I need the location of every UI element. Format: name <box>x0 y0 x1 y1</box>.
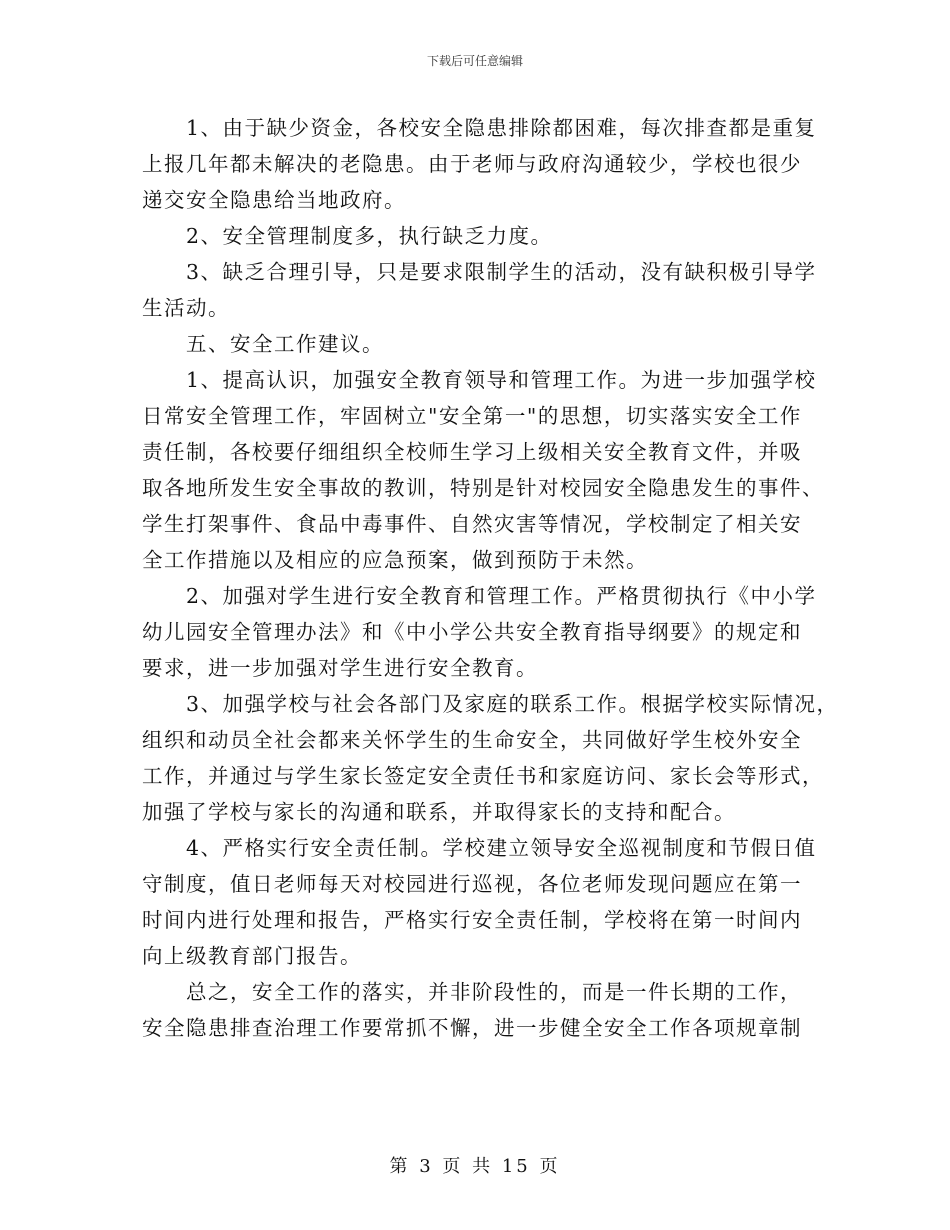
text-line: 全工作措施以及相应的应急预案，做到预防于未然。 <box>142 548 648 572</box>
text-line: 加强了学校与家长的沟通和联系，并取得家长的支持和配合。 <box>142 800 736 824</box>
page-number-footer: 第 3 页 共 15 页 <box>389 1156 561 1177</box>
text-line: 安全隐患排查治理工作要常抓不懈，进一步健全安全工作各项规章制 <box>142 1016 802 1040</box>
text-line: 上报几年都未解决的老隐患。由于老师与政府沟通较少，学校也很少 <box>142 152 802 176</box>
text-line: 3、缺乏合理引导，只是要求限制学生的活动，没有缺积极引导学 <box>142 260 817 284</box>
text-line: 1、由于缺少资金，各校安全隐患排除都困难，每次排查都是重复 <box>142 116 817 140</box>
text-line: 向上级教育部门报告。 <box>142 944 362 968</box>
text-line: 学生打架事件、食品中毒事件、自然灾害等情况，学校制定了相关安 <box>142 512 802 536</box>
section-heading: 五、安全工作建议。 <box>142 332 384 356</box>
document-body <box>142 110 839 1046</box>
text-line: 工作，并通过与学生家长签定安全责任书和家庭访问、家长会等形式， <box>142 764 824 788</box>
text-line: 1、提高认识，加强安全教育领导和管理工作。为进一步加强学校 <box>142 368 817 392</box>
text-line: 要求，进一步加强对学生进行安全教育。 <box>142 656 538 680</box>
text-line: 递交安全隐患给当地政府。 <box>142 188 406 212</box>
text-line: 幼儿园安全管理办法》和《中小学公共安全教育指导纲要》的规定和 <box>142 620 802 644</box>
text-line: 4、严格实行安全责任制。学校建立领导安全巡视制度和节假日值 <box>142 836 817 860</box>
text-line: 2、加强对学生进行安全教育和管理工作。严格贯彻执行《中小学 <box>142 584 817 608</box>
text-line: 组织和动员全社会都来关怀学生的生命安全，共同做好学生校外安全 <box>142 728 802 752</box>
text-line: 生活动。 <box>142 296 230 320</box>
text-line: 责任制，各校要仔细组织全校师生学习上级相关安全教育文件，并吸 <box>142 440 802 464</box>
text-line: 守制度，值日老师每天对校园进行巡视，各位老师发现问题应在第一 <box>142 872 802 896</box>
text-line: 3、加强学校与社会各部门及家庭的联系工作。根据学校实际情况， <box>142 692 839 716</box>
page-header: 下载后可任意编辑 <box>426 54 523 68</box>
text-line: 2、安全管理制度多，执行缺乏力度。 <box>142 224 553 248</box>
text-line: 取各地所发生安全事故的教训，特别是针对校园安全隐患发生的事件、 <box>142 476 824 500</box>
text-line: 日常安全管理工作，牢固树立"安全第一"的思想，切实落实安全工作 <box>142 404 802 428</box>
text-line: 时间内进行处理和报告，严格实行安全责任制，学校将在第一时间内 <box>142 908 802 932</box>
text-line: 总之，安全工作的落实，并非阶段性的，而是一件长期的工作， <box>142 980 802 1004</box>
